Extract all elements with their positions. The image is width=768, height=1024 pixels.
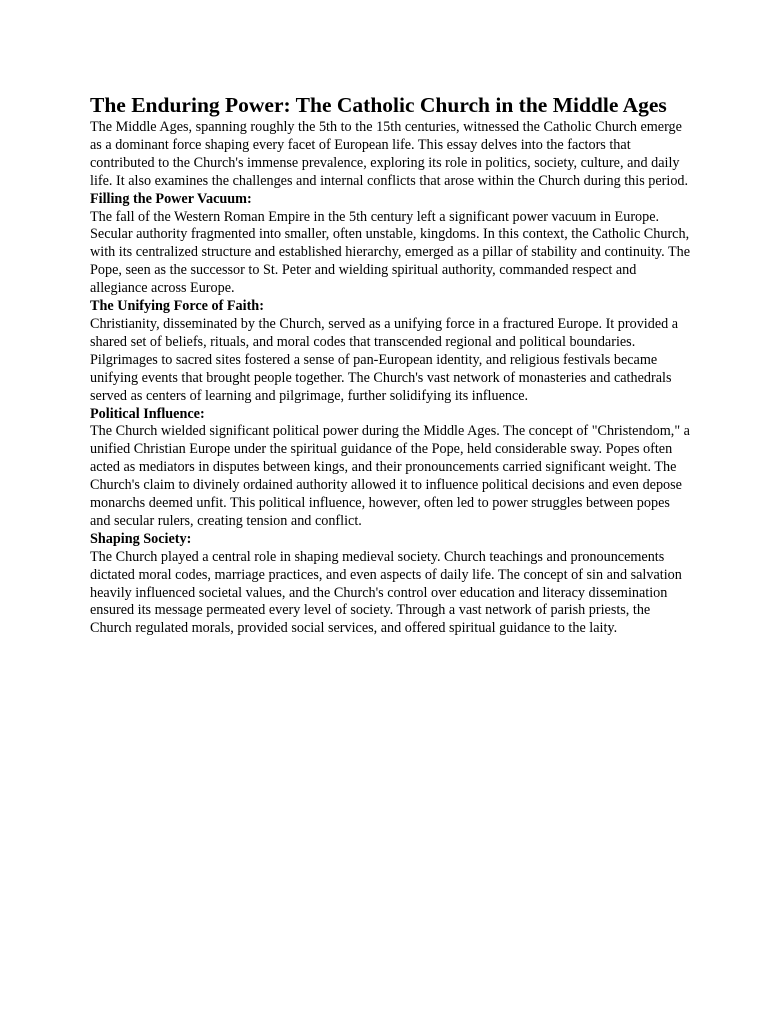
document-body [90,92,690,638]
section-body-power-vacuum: The fall of the Western Roman Empire in the 5th century left a significant power vacuum in Europe. Secular authority fragmented into smaller, often unstable, kingdoms. In this context, the Catholic Church, with its centralized structure and established hierarchy, emerged as a pillar of stability and continuity. The Pope, seen as the successor to St. Peter and wielding spiritual authority, commanded respect and allegiance across Europe. [90,208,691,297]
section-heading-unifying-faith: The Unifying Force of Faith: [90,298,264,315]
section-heading-political-influence: Political Influence: [90,405,205,422]
section-body-political-influence: The Church wielded significant political power during the Middle Ages. The concept of "Christendom," a unified Christian Europe under the spiritual guidance of the Pope, held considerable sway. Popes often acted as mediators in disputes between kings, and their pronouncements carried significant weight. The Church's claim to divinely ordained authority allowed it to influence political decisions and even depose monarchs deemed unfit. This political influence, however, often led to power struggles between popes and secular rulers, creating tension and conflict. [90,423,690,529]
document-title: The Enduring Power: The Catholic Church in the Middle Ages [90,93,667,117]
section-heading-shaping-society: Shaping Society: [90,530,192,547]
section-body-unifying-faith: Christianity, disseminated by the Church, served as a unifying force in a fractured Europe. It provided a shared set of beliefs, rituals, and moral codes that transcended regional and political boundaries. Pilgrimages to sacred sites fostered a sense of pan-European identity, and religious festivals became unifying events that brought people together. The Church's vast network of monasteries and cathedrals served as centers of learning and pilgrimage, further solidifying its influence. [90,315,679,404]
section-body-shaping-society: The Church played a central role in shaping medieval society. Church teachings and pronouncements dictated moral codes, marriage practices, and even aspects of daily life. The concept of sin and salvation heavily influenced societal values, and the Church's control over education and literacy dissemination ensured its message permeated every level of society. Through a vast network of parish priests, the Church regulated morals, provided social services, and offered spiritual guidance to the laity. [90,548,682,637]
section-heading-power-vacuum: Filling the Power Vacuum: [90,190,252,207]
intro-paragraph: The Middle Ages, spanning roughly the 5th to the 15th centuries, witnessed the Catholic Church emerge as a dominant force shaping every facet of European life. This essay delves into the factors that contributed to the Church's immense prevalence, exploring its role in politics, society, culture, and daily life. It also examines the challenges and internal conflicts that arose within the Church during this period. [90,119,689,189]
